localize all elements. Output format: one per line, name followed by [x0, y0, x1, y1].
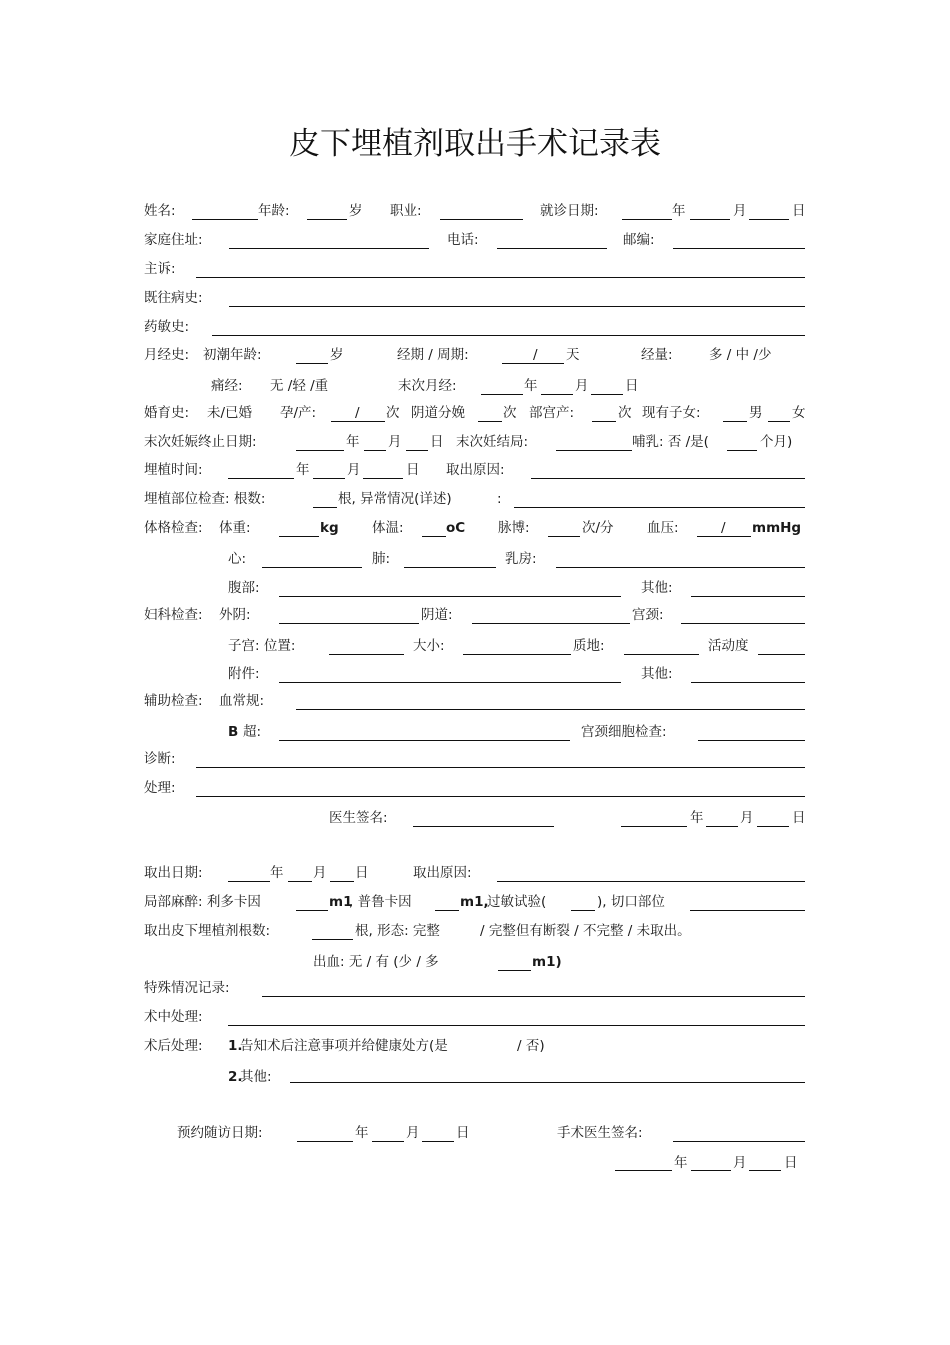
removal-day-text: 日 — [355, 865, 369, 881]
adnexa-field[interactable] — [279, 682, 621, 683]
day-text: 日 — [792, 203, 806, 219]
weight-unit: kg — [320, 520, 339, 536]
age-field[interactable] — [307, 219, 347, 220]
incision-site-field[interactable] — [690, 910, 805, 911]
lung-field[interactable] — [404, 567, 496, 568]
flow-options[interactable]: 多 / 中 /少 — [709, 347, 772, 363]
followup-month-text: 月 — [406, 1125, 420, 1141]
gyn-other-label: 其他: — [641, 666, 673, 682]
postop-item2: 其他: — [240, 1069, 272, 1085]
postop-item2-num: 2. — [228, 1069, 243, 1085]
year-text: 年 — [672, 203, 686, 219]
surgeon-signature-label: 手术医生签名: — [557, 1125, 643, 1141]
doctor-sign-year-field[interactable] — [621, 826, 687, 827]
postop-item1: 告知术后注意事项并给健康处方(是 — [240, 1038, 448, 1054]
lmp-year-text: 年 — [524, 378, 538, 394]
pulse-field[interactable] — [548, 536, 580, 537]
ultrasound-label: 超: — [243, 724, 262, 740]
postop-item1-end[interactable]: / 否) — [517, 1038, 545, 1054]
months-close: 个月) — [760, 434, 793, 450]
implant-month-field[interactable] — [313, 478, 345, 479]
menarche-label: 初潮年龄: — [203, 347, 262, 363]
past-history-field[interactable] — [229, 306, 805, 307]
last-preg-outcome-field[interactable] — [556, 450, 632, 451]
surgeon-sign-year-field[interactable] — [615, 1170, 672, 1171]
preg-end-year-field[interactable] — [296, 450, 344, 451]
period-cycle-label: 经期 / 周期: — [397, 347, 469, 363]
girls-text: 女 — [792, 405, 806, 421]
gravida-para-field[interactable] — [331, 421, 385, 422]
pulse-label: 脉博: — [498, 520, 530, 536]
followup-month-field[interactable] — [372, 1141, 404, 1142]
days-unit: 天 — [566, 347, 580, 363]
gp-times: 次 — [386, 405, 400, 421]
surgeon-sign-day-field[interactable] — [749, 1170, 781, 1171]
lidocaine-field[interactable] — [296, 910, 328, 911]
boys-text: 男 — [749, 405, 763, 421]
diagnosis-field[interactable] — [196, 767, 805, 768]
cervix-field[interactable] — [681, 623, 805, 624]
implant-day-text: 日 — [406, 462, 420, 478]
gravida-para-label: 孕/产: — [280, 405, 317, 421]
visit-month-field[interactable] — [690, 219, 730, 220]
doctor-signature-field[interactable] — [413, 826, 554, 827]
preg-end-day-text: 日 — [430, 434, 444, 450]
procaine-label: , 普鲁卡因 — [349, 894, 412, 910]
removal-date-label: 取出日期: — [144, 865, 203, 881]
abdomen-label: 腹部: — [228, 580, 260, 596]
intraop-field[interactable] — [228, 1025, 805, 1026]
physical-other-field[interactable] — [691, 596, 805, 597]
lmp-label: 末次月经: — [398, 378, 457, 394]
allergy-test-field[interactable] — [571, 910, 595, 911]
procaine-field[interactable] — [435, 910, 459, 911]
implant-year-field[interactable] — [228, 478, 294, 479]
bp-unit: mmHg — [752, 520, 802, 536]
menstrual-label: 月经史: — [144, 347, 190, 363]
lmp-month-text: 月 — [575, 378, 589, 394]
removal-count-label: 取出皮下埋植剂根数: — [144, 923, 271, 939]
visit-year-field[interactable] — [622, 219, 672, 220]
doctor-sign-day-field[interactable] — [757, 826, 789, 827]
vulva-label: 外阴: — [219, 607, 251, 623]
temp-unit: oC — [446, 520, 466, 536]
postop-label: 术后处理: — [144, 1038, 203, 1054]
marital-status[interactable]: 未/已婚 — [207, 405, 253, 421]
mobility-label: 活动度 — [708, 638, 749, 654]
lmp-month-field[interactable] — [541, 394, 573, 395]
surgeon-signature-field[interactable] — [673, 1141, 805, 1142]
gyn-label: 妇科检查: — [144, 607, 203, 623]
treatment-label: 处理: — [144, 780, 176, 796]
doctor-sign-month-text: 月 — [740, 810, 754, 826]
girls-field[interactable] — [768, 421, 790, 422]
occupation-label: 职业: — [390, 203, 422, 219]
last-preg-end-label: 末次妊娠终止日期: — [144, 434, 257, 450]
weight-label: 体重: — [219, 520, 251, 536]
period-cycle-field[interactable] — [502, 363, 564, 364]
breast-label: 乳房: — [505, 551, 537, 567]
diagnosis-label: 诊断: — [144, 751, 176, 767]
implant-day-field[interactable] — [363, 478, 403, 479]
removal-year-field[interactable] — [228, 881, 270, 882]
complaint-field[interactable] — [196, 277, 805, 278]
abnormal-label: 根, 异常情况(详述) — [338, 491, 452, 507]
ultrasound-field[interactable] — [279, 740, 570, 741]
uterus-size-label: 大小: — [413, 638, 445, 654]
allergy-label: 药敏史: — [144, 319, 190, 335]
phone-field[interactable] — [497, 248, 607, 249]
removal-count-suffix: 根, 形态: 完整 — [355, 923, 440, 939]
breastfeeding-label: 哺乳: 否 /是( — [632, 434, 709, 450]
surgeon-sign-month-text: 月 — [733, 1155, 747, 1171]
implant-month-text: 月 — [347, 462, 361, 478]
removal-reason-field[interactable] — [531, 478, 805, 479]
doctor-sign-day-text: 日 — [792, 810, 806, 826]
vulva-field[interactable] — [279, 623, 419, 624]
page-title: 皮下埋植剂取出手术记录表 — [289, 126, 661, 162]
surgeon-sign-month-field[interactable] — [691, 1170, 731, 1171]
cytology-label: 宫颈细胞检查: — [581, 724, 667, 740]
postop-other-field[interactable] — [290, 1082, 805, 1083]
temp-field[interactable] — [422, 536, 446, 537]
uterus-position-label: 子宫: 位置: — [228, 638, 296, 654]
weight-field[interactable] — [279, 536, 319, 537]
breast-field[interactable] — [556, 567, 805, 568]
bleeding-field[interactable] — [498, 970, 531, 971]
vagina-field[interactable] — [472, 623, 630, 624]
last-preg-outcome-label: 末次妊结局: — [456, 434, 529, 450]
flow-label: 经量: — [641, 347, 673, 363]
followup-date-label: 预约随访日期: — [177, 1125, 263, 1141]
allergy-test-close: ), 切口部位 — [597, 894, 665, 910]
vaginal-field[interactable] — [478, 421, 502, 422]
lidocaine-unit: m1 — [329, 894, 353, 910]
name-label: 姓名: — [144, 203, 176, 219]
cesarean-times: 次 — [618, 405, 632, 421]
pulse-unit: 次/分 — [582, 520, 614, 536]
address-label: 家庭住址: — [144, 232, 203, 248]
preg-end-month-field[interactable] — [364, 450, 386, 451]
treatment-field[interactable] — [196, 796, 805, 797]
vaginal-times: 次 — [503, 405, 517, 421]
heart-label: 心: — [228, 551, 247, 567]
boys-field[interactable] — [723, 421, 747, 422]
special-label: 特殊情况记录: — [144, 980, 230, 996]
complaint-label: 主诉: — [144, 261, 176, 277]
special-field[interactable] — [262, 996, 805, 997]
phone-label: 电话: — [447, 232, 479, 248]
removal-reason-label: 取出原因: — [446, 462, 505, 478]
cervix-label: 宫颈: — [632, 607, 664, 623]
procaine-unit: m1, — [460, 894, 489, 910]
postcode-field[interactable] — [673, 248, 805, 249]
preg-end-month-text: 月 — [388, 434, 402, 450]
children-label: 现有子女: — [642, 405, 701, 421]
abnormal-field[interactable] — [514, 507, 805, 508]
removal-count-field[interactable] — [312, 939, 353, 940]
breastfeeding-months-field[interactable] — [727, 450, 757, 451]
visit-date-label: 就诊日期: — [540, 203, 599, 219]
past-history-label: 既往病史: — [144, 290, 203, 306]
bleeding-label: 出血: 无 / 有 (少 / 多 — [313, 954, 439, 970]
surgeon-sign-day-text: 日 — [784, 1155, 798, 1171]
removal-reason2-field[interactable] — [497, 881, 805, 882]
period-slash: / — [533, 347, 538, 363]
address-field[interactable] — [229, 248, 429, 249]
visit-day-field[interactable] — [749, 219, 789, 220]
physical-other-label: 其他: — [641, 580, 673, 596]
gp-slash: / — [355, 405, 360, 421]
uterus-position-field[interactable] — [329, 654, 404, 655]
ultrasound-b: B — [228, 724, 239, 740]
adnexa-label: 附件: — [228, 666, 260, 682]
lmp-year-field[interactable] — [481, 394, 523, 395]
obstetric-label: 婚育史: — [144, 405, 190, 421]
physical-label: 体格检查: — [144, 520, 203, 536]
postcode-label: 邮编: — [623, 232, 655, 248]
site-exam-label: 埋植部位检查: 根数: — [144, 491, 266, 507]
temp-label: 体温: — [372, 520, 404, 536]
texture-field[interactable] — [624, 654, 699, 655]
followup-day-field[interactable] — [422, 1141, 454, 1142]
followup-year-field[interactable] — [297, 1141, 353, 1142]
abnormal-colon: : — [497, 491, 502, 507]
removal-month-text: 月 — [313, 865, 327, 881]
removal-year-text: 年 — [270, 865, 284, 881]
shape-options[interactable]: / 完整但有断裂 / 不完整 / 未取出。 — [480, 923, 691, 939]
preg-end-day-field[interactable] — [406, 450, 428, 451]
bleeding-unit: m1) — [532, 954, 562, 970]
lmp-day-field[interactable] — [591, 394, 623, 395]
occupation-field[interactable] — [440, 219, 523, 220]
uterus-size-field[interactable] — [463, 654, 571, 655]
doctor-sign-year-text: 年 — [690, 810, 704, 826]
menarche-unit: 岁 — [330, 347, 344, 363]
bp-slash: / — [721, 520, 726, 536]
texture-label: 质地: — [573, 638, 605, 654]
anesthesia-label: 局部麻醉: 利多卡因 — [144, 894, 261, 910]
age-label: 年龄: — [258, 203, 290, 219]
name-field[interactable] — [192, 219, 258, 220]
doctor-signature-label: 医生签名: — [329, 810, 388, 826]
blood-label: 血常规: — [219, 693, 265, 709]
vaginal-label: 阴道分娩 — [411, 405, 465, 421]
menarche-field[interactable] — [296, 363, 328, 364]
blood-field[interactable] — [296, 709, 805, 710]
cesarean-label: 部宫产: — [529, 405, 575, 421]
allergy-test-label: 过敏试验( — [487, 894, 547, 910]
lmp-day-text: 日 — [625, 378, 639, 394]
cesarean-field[interactable] — [592, 421, 616, 422]
implant-time-label: 埋植时间: — [144, 462, 203, 478]
lung-label: 肺: — [372, 551, 391, 567]
bp-field[interactable] — [697, 536, 751, 537]
dysmenorrhea-label: 痛经: — [211, 378, 243, 394]
implant-year-text: 年 — [296, 462, 310, 478]
bp-label: 血压: — [647, 520, 679, 536]
abdomen-field[interactable] — [279, 596, 621, 597]
heart-field[interactable] — [262, 567, 362, 568]
preg-end-year-text: 年 — [346, 434, 360, 450]
dysmenorrhea-options[interactable]: 无 /轻 /重 — [270, 378, 329, 394]
mobility-field[interactable] — [758, 654, 805, 655]
implant-count-field[interactable] — [313, 507, 337, 508]
removal-month-field[interactable] — [288, 881, 312, 882]
surgeon-sign-year-text: 年 — [674, 1155, 688, 1171]
removal-reason2-label: 取出原因: — [413, 865, 472, 881]
vagina-label: 阴道: — [421, 607, 453, 623]
doctor-sign-month-field[interactable] — [706, 826, 738, 827]
followup-day-text: 日 — [456, 1125, 470, 1141]
auxiliary-label: 辅助检查: — [144, 693, 203, 709]
cytology-field[interactable] — [698, 740, 805, 741]
removal-day-field[interactable] — [330, 881, 354, 882]
followup-year-text: 年 — [355, 1125, 369, 1141]
month-text: 月 — [733, 203, 747, 219]
age-unit: 岁 — [349, 203, 363, 219]
allergy-field[interactable] — [212, 335, 805, 336]
intraop-label: 术中处理: — [144, 1009, 203, 1025]
postop-item1-num: 1. — [228, 1038, 243, 1054]
gyn-other-field[interactable] — [691, 682, 805, 683]
